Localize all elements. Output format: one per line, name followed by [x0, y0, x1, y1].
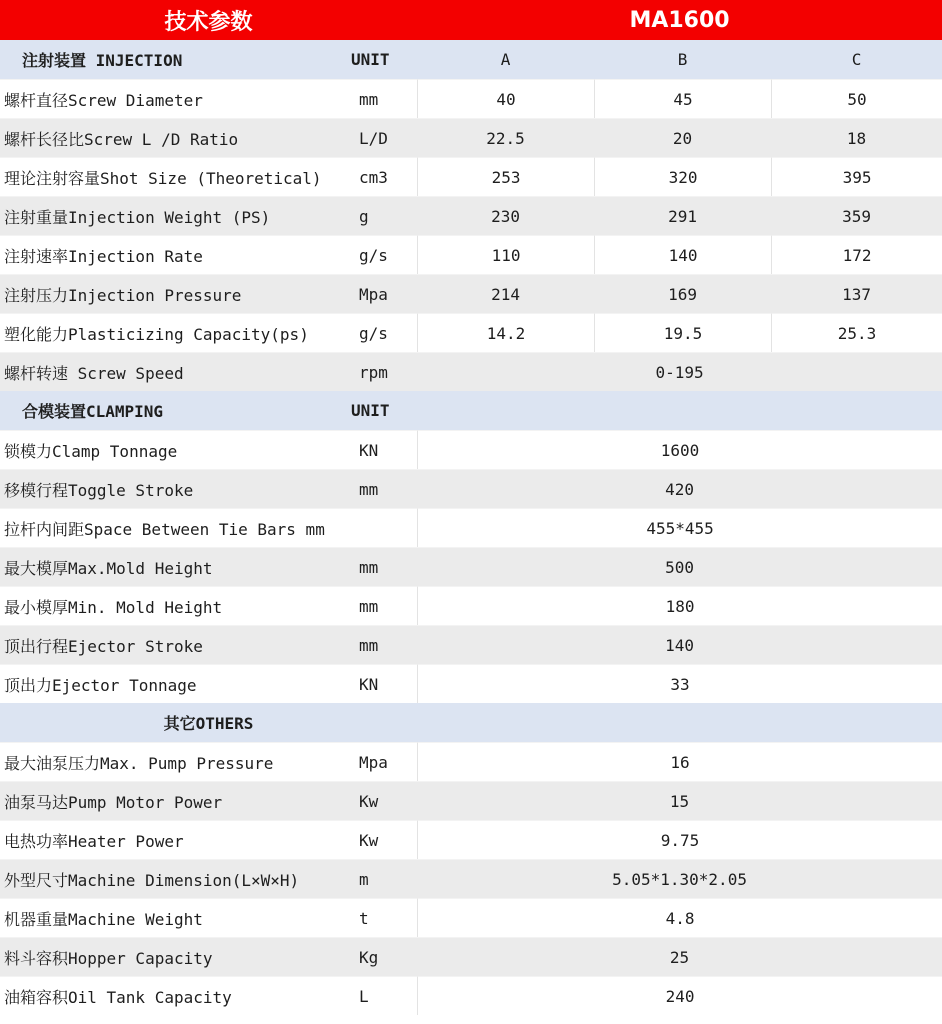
- parameter-name: 机器重量Machine Weight: [0, 898, 345, 937]
- title-row: [0, 0, 942, 40]
- parameter-unit: g: [345, 196, 417, 235]
- parameter-value: 180: [417, 586, 942, 625]
- injection-section-header: [0, 40, 942, 79]
- table-row: [0, 469, 942, 508]
- value-b: 45: [594, 79, 771, 118]
- unit-header: UNIT: [345, 391, 417, 430]
- value-b: 19.5: [594, 313, 771, 352]
- others-section-header: [0, 703, 942, 742]
- value-a: 14.2: [417, 313, 594, 352]
- parameter-value: 500: [417, 547, 942, 586]
- parameter-unit: t: [345, 898, 417, 937]
- table-row: [0, 586, 942, 625]
- value-c: 359: [771, 196, 942, 235]
- parameter-value: 25: [417, 937, 942, 976]
- section-heading: 其它OTHERS: [0, 703, 417, 742]
- value-b: 140: [594, 235, 771, 274]
- section-spacer: [417, 703, 942, 742]
- parameter-name: 拉杆内间距Space Between Tie Bars mm: [0, 508, 345, 547]
- parameter-unit: Mpa: [345, 274, 417, 313]
- value-b: 169: [594, 274, 771, 313]
- parameter-value: 140: [417, 625, 942, 664]
- parameter-unit: Kw: [345, 820, 417, 859]
- value-a: 110: [417, 235, 594, 274]
- table-row: [0, 313, 942, 352]
- parameter-name: 理论注射容量Shot Size (Theoretical): [0, 157, 345, 196]
- parameter-name: 外型尺寸Machine Dimension(L×W×H): [0, 859, 345, 898]
- parameter-value: 420: [417, 469, 942, 508]
- parameter-unit: m: [345, 859, 417, 898]
- parameter-name: 注射压力Injection Pressure: [0, 274, 345, 313]
- table-row: [0, 430, 942, 469]
- table-row: [0, 547, 942, 586]
- table-row: [0, 898, 942, 937]
- parameter-unit: mm: [345, 547, 417, 586]
- parameter-unit: cm3: [345, 157, 417, 196]
- value-c: 18: [771, 118, 942, 157]
- clamping-section-header: [0, 391, 942, 430]
- table-row: [0, 79, 942, 118]
- parameter-value: 0-195: [417, 352, 942, 391]
- parameter-name: 料斗容积Hopper Capacity: [0, 937, 345, 976]
- table-row: [0, 781, 942, 820]
- table-row: [0, 976, 942, 1015]
- table-row: [0, 157, 942, 196]
- parameter-name: 注射重量Injection Weight (PS): [0, 196, 345, 235]
- table-row: [0, 118, 942, 157]
- value-a: 230: [417, 196, 594, 235]
- column-header-a: A: [417, 40, 594, 79]
- parameter-unit: rpm: [345, 352, 417, 391]
- unit-header: UNIT: [345, 40, 417, 79]
- section-heading: 合模装置CLAMPING: [0, 391, 345, 430]
- table-row: [0, 859, 942, 898]
- table-row: [0, 508, 942, 547]
- table-row: [0, 625, 942, 664]
- table-row: [0, 196, 942, 235]
- table-title: 技术参数: [0, 0, 417, 40]
- parameter-unit: mm: [345, 625, 417, 664]
- parameter-unit: Kg: [345, 937, 417, 976]
- column-header-b: B: [594, 40, 771, 79]
- section-spacer: [417, 391, 942, 430]
- parameter-value: 4.8: [417, 898, 942, 937]
- value-c: 395: [771, 157, 942, 196]
- parameter-value: 5.05*1.30*2.05: [417, 859, 942, 898]
- value-b: 320: [594, 157, 771, 196]
- value-b: 20: [594, 118, 771, 157]
- parameter-name: 注射速率Injection Rate: [0, 235, 345, 274]
- parameter-unit: KN: [345, 430, 417, 469]
- parameter-unit: Kw: [345, 781, 417, 820]
- parameter-unit: g/s: [345, 235, 417, 274]
- value-a: 40: [417, 79, 594, 118]
- parameter-unit: L: [345, 976, 417, 1015]
- parameter-name: 螺杆长径比Screw L /D Ratio: [0, 118, 345, 157]
- parameter-unit: mm: [345, 586, 417, 625]
- model-name: MA1600: [417, 0, 942, 40]
- value-c: 25.3: [771, 313, 942, 352]
- parameter-unit: mm: [345, 79, 417, 118]
- parameter-unit: g/s: [345, 313, 417, 352]
- parameter-value: 9.75: [417, 820, 942, 859]
- column-header-c: C: [771, 40, 942, 79]
- parameter-value: 240: [417, 976, 942, 1015]
- parameter-value: 16: [417, 742, 942, 781]
- parameter-unit: L/D: [345, 118, 417, 157]
- parameter-value: 455*455: [417, 508, 942, 547]
- parameter-name: 锁模力Clamp Tonnage: [0, 430, 345, 469]
- parameter-value: 15: [417, 781, 942, 820]
- table-row: [0, 352, 942, 391]
- value-a: 253: [417, 157, 594, 196]
- parameter-name: 最大油泵压力Max. Pump Pressure: [0, 742, 345, 781]
- value-a: 22.5: [417, 118, 594, 157]
- parameter-name: 螺杆转速 Screw Speed: [0, 352, 345, 391]
- value-c: 172: [771, 235, 942, 274]
- parameter-value: 1600: [417, 430, 942, 469]
- table-row: [0, 664, 942, 703]
- parameter-name: 顶出行程Ejector Stroke: [0, 625, 345, 664]
- value-c: 137: [771, 274, 942, 313]
- parameter-unit: mm: [345, 469, 417, 508]
- table-row: [0, 742, 942, 781]
- value-b: 291: [594, 196, 771, 235]
- parameter-name: 油箱容积Oil Tank Capacity: [0, 976, 345, 1015]
- parameter-name: 电热功率Heater Power: [0, 820, 345, 859]
- parameter-name: 顶出力Ejector Tonnage: [0, 664, 345, 703]
- parameter-name: 塑化能力Plasticizing Capacity(ps): [0, 313, 345, 352]
- parameter-name: 最大模厚Max.Mold Height: [0, 547, 345, 586]
- section-heading: 注射装置 INJECTION: [0, 40, 345, 79]
- parameter-value: 33: [417, 664, 942, 703]
- parameter-unit: Mpa: [345, 742, 417, 781]
- parameter-unit: KN: [345, 664, 417, 703]
- value-a: 214: [417, 274, 594, 313]
- parameter-unit: [345, 508, 417, 547]
- table-row: [0, 274, 942, 313]
- table-row: [0, 235, 942, 274]
- parameter-name: 油泵马达Pump Motor Power: [0, 781, 345, 820]
- table-row: [0, 820, 942, 859]
- parameter-name: 螺杆直径Screw Diameter: [0, 79, 345, 118]
- parameter-name: 最小模厚Min. Mold Height: [0, 586, 345, 625]
- table-row: [0, 937, 942, 976]
- parameter-name: 移模行程Toggle Stroke: [0, 469, 345, 508]
- value-c: 50: [771, 79, 942, 118]
